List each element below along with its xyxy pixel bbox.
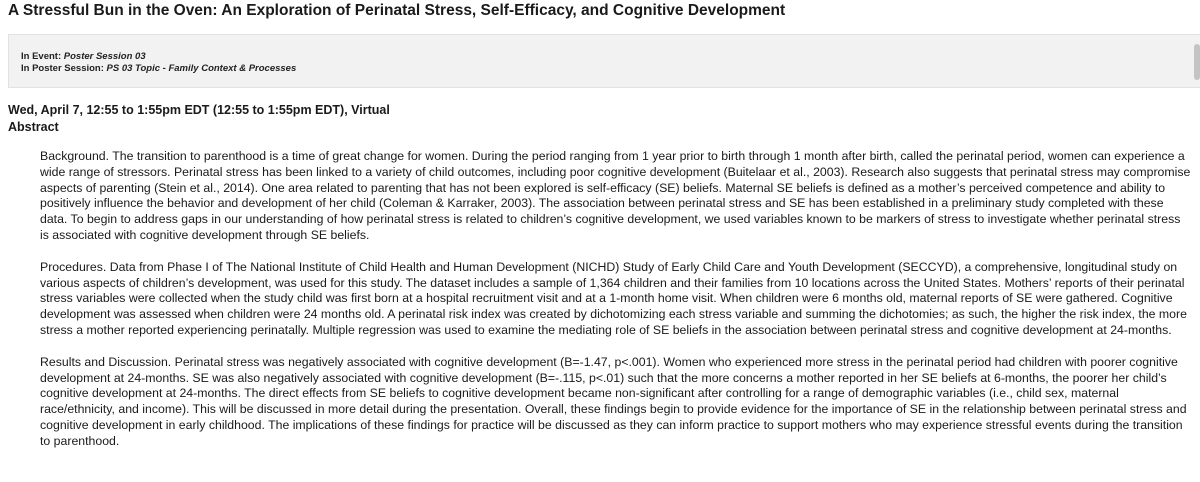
event-info-box bbox=[8, 34, 1200, 88]
abstract-heading: Abstract bbox=[8, 120, 59, 134]
abstract-paragraph-procedures: Procedures. Data from Phase I of The National Institute of Child Health and Human Development (NICHD) Study of Early Child Care and Youth Development (SECCYD), a comprehensive, longitudinal study on various aspects of children’s development, was used for this study. The dataset includes a sample of 1,364 children and their families from 10 locations across the United States. Mothers’ reports of their perinatal stress variables were collected when the study child was first born at a hospital recruitment visit and at a 1-month home visit. When children were 6 months old, maternal reports of SE were gathered. Cognitive development was assessed when children were 24 months old. A perinatal risk index was created by dichotomizing each stress variable and summing the dichotomies; as such, the higher the risk index, the more stress a mother reported experiencing perinatally. Multiple regression was used to examine the mediating role of SE beliefs in the association between perinatal stress and cognitive development at 24-months. bbox=[40, 259, 1187, 337]
event-line bbox=[21, 51, 146, 62]
session-datetime: Wed, April 7, 12:55 to 1:55pm EDT (12:55 to 1:55pm EDT), Virtual bbox=[8, 103, 390, 117]
event-label: In Event: bbox=[21, 51, 62, 62]
abstract-body bbox=[40, 149, 1192, 466]
session-label: In Poster Session: bbox=[21, 63, 104, 74]
session-line bbox=[21, 63, 296, 74]
page-title: A Stressful Bun in the Oven: An Exploration of Perinatal Stress, Self-Efficacy, and Cognitive Development bbox=[8, 2, 786, 19]
scrollbar-thumb[interactable] bbox=[1194, 44, 1200, 80]
abstract-paragraph-results: Results and Discussion. Perinatal stress was negatively associated with cognitive development (B=-1.47, p<.001). Women who experienced more stress in the perinatal period had children with poorer cognitive development at 24-months. SE was also negatively associated with cognitive development (B=-.115, p<.01) such that the more concerns a mother reported in her SE beliefs at 6-months, the poorer her child’s cognitive development at 24-months. The direct effects from SE beliefs to cognitive development became non-significant after controlling for a range of demographic variables (i.e., child sex, maternal race/ethnicity, and income). This will be discussed in more detail during the presentation. Overall, these findings begin to provide evidence for the importance of SE in the relationship between perinatal stress and cognitive development in early childhood. The implications of these findings for practice will be discussed as they can inform practice to support mothers who may experience stressful events during the transition to parenthood. bbox=[40, 354, 1187, 448]
event-value: Poster Session 03 bbox=[63, 51, 146, 62]
session-value: PS 03 Topic - Family Context & Processes bbox=[106, 63, 297, 74]
abstract-paragraph-background: Background. The transition to parenthood is a time of great change for women. During the period ranging from 1 year prior to birth through 1 month after birth, called the perinatal period, women can experience a wide range of stressors. Perinatal stress has been linked to a variety of child outcomes, including poor cognitive development (Buitelaar et al., 2003). Research also suggests that perinatal stress may compromise aspects of parenting (Stein et al., 2014). One area related to parenting that has not been explored is self-efficacy (SE) beliefs. Maternal SE beliefs is defined as a mother’s perceived competence and ability to positively influence the behavior and development of her child (Coleman & Karraker, 2003). The association between perinatal stress and SE has been established in a preliminary study completed with these data. To begin to address gaps in our understanding of how perinatal stress is related to children’s cognitive development, we used variables known to be markers of stress to investigate whether perinatal stress is associated with cognitive development through SE beliefs. bbox=[40, 149, 1191, 242]
